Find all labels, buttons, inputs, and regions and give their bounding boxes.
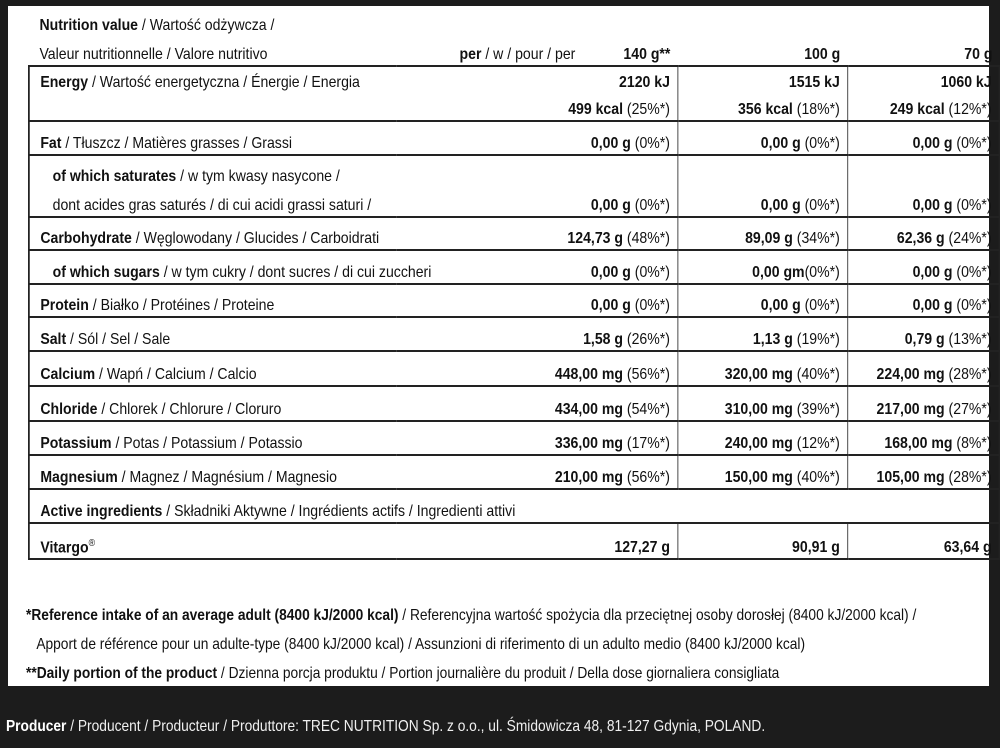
row-label-carbohydrate: Carbohydrate / Węglowodany / Glucides / Carboidrati	[29, 217, 397, 250]
table-row: Magnesium / Magnez / Magnésium / Magnesio 210,00 mg (56%*) 150,00 mg (40%*) 105,00 mg (28%*)	[29, 455, 1000, 489]
nutrition-panel	[8, 6, 993, 686]
table-header-row-1	[29, 16, 1000, 36]
table-row: dont acides gras saturés / di cui acidi grassi saturi / 0,00 g (0%*) 0,00 g (0%*) 0,00 g (0%*)	[29, 187, 1000, 217]
row-label-salt: Salt / Sól / Sel / Sale	[29, 317, 397, 351]
header-per: per / w / pour / per 140 g**	[459, 46, 671, 63]
table-row: Chloride / Chlorek / Chlorure / Cloruro 434,00 mg (54%*) 310,00 mg (39%*) 217,00 mg (27%*)	[29, 386, 1000, 421]
table-row: of which sugars / w tym cukry / dont sucres / di cui zuccheri 0,00 g (0%*) 0,00 gm(0%*) 0,00 g (0%*)	[29, 250, 1000, 284]
row-label-saturates: of which saturates / w tym kwasy nasycone /	[29, 155, 397, 187]
active-ingredients-header: Active ingredients / Składniki Aktywne / Ingrédients actifs / Ingredienti attivi	[29, 489, 1000, 523]
table-row	[29, 93, 1000, 121]
energy-kj-70: 1060 kJ	[847, 66, 999, 93]
row-label-protein: Protein / Białko / Protéines / Proteine	[29, 284, 397, 317]
footnote-reference-intake-line2: Apport de référence pour un adulte-type (8400 kJ/2000 kcal) / Assunzioni di riferimento di un adulto medio (8400 kJ/2000 kcal)	[36, 636, 806, 653]
table-row: Protein / Białko / Protéines / Proteine 0,00 g (0%*) 0,00 g (0%*) 0,00 g (0%*)	[29, 284, 1000, 317]
energy-kcal-70: 249 kcal (12%*)	[847, 93, 999, 121]
header-col-100g: 100 g	[804, 46, 841, 63]
row-label-energy: Energy / Wartość energetyczna / Énergie / Energia	[29, 66, 397, 93]
row-label-sugars: of which sugars / w tym cukry / dont sucres / di cui zuccheri	[29, 250, 397, 284]
row-label-potassium: Potassium / Potas / Potassium / Potassio	[29, 421, 397, 455]
table-row: Salt / Sól / Sel / Sale 1,58 g (26%*) 1,13 g (19%*) 0,79 g (13%*)	[29, 317, 1000, 351]
producer-text: Producer / Producent / Producteur / Produttore: TREC NUTRITION Sp. z o.o., ul. Śmidowicza 48, 81-127 Gdynia, POLAND.	[6, 718, 766, 735]
header-title: Nutrition value / Wartość odżywcza /	[39, 17, 275, 34]
header-col-140g: 140 g**	[623, 46, 671, 63]
table-row: Vitargo® 127,27 g 90,91 g 63,64 g	[29, 523, 1000, 559]
footnote-daily-portion: **Daily portion of the product / Dzienna porcja produktu / Portion journalière du produit / Della dose giornaliera consigliata	[26, 665, 780, 682]
energy-kcal-140: 499 kcal (25%*)	[397, 93, 678, 121]
energy-kcal-100: 356 kcal (18%*)	[677, 93, 847, 121]
row-label-calcium: Calcium / Wapń / Calcium / Calcio	[29, 351, 397, 386]
table-row: Fat / Tłuszcz / Matières grasses / Grassi 0,00 g (0%*) 0,00 g (0%*) 0,00 g (0%*)	[29, 121, 1000, 155]
table-header-row-2	[29, 36, 1000, 66]
row-label-fat: Fat / Tłuszcz / Matières grasses / Grassi	[29, 121, 397, 155]
table-row: Calcium / Wapń / Calcium / Calcio 448,00 mg (56%*) 320,00 mg (40%*) 224,00 mg (28%*)	[29, 351, 1000, 386]
table-row	[29, 489, 1000, 523]
table-row: Potassium / Potas / Potassium / Potassio 336,00 mg (17%*) 240,00 mg (12%*) 168,00 mg (8%*)	[29, 421, 1000, 455]
table-row: Carbohydrate / Węglowodany / Glucides / Carboidrati 124,73 g (48%*) 89,09 g (34%*) 62,36 g (24%*)	[29, 217, 1000, 250]
header-subtitle: Valeur nutritionnelle / Valore nutritivo	[39, 46, 268, 63]
footnote-reference-intake: *Reference intake of an average adult (8400 kJ/2000 kcal) / Referencyjna wartość spożycia dla przeciętnej osoby dorosłej (8400 kJ/2000 kcal) /	[26, 607, 917, 624]
producer-bar	[0, 716, 1000, 748]
row-label-chloride: Chloride / Chlorek / Chlorure / Cloruro	[29, 386, 397, 421]
energy-kj-140: 2120 kJ	[397, 66, 678, 93]
table-row	[29, 155, 1000, 187]
row-label-vitargo: Vitargo®	[29, 523, 397, 559]
nutrition-table	[28, 16, 1000, 560]
header-col-70g: 70 g	[964, 46, 993, 63]
footnotes	[26, 601, 972, 688]
row-label-magnesium: Magnesium / Magnez / Magnésium / Magnesio	[29, 455, 397, 489]
table-row	[29, 66, 1000, 93]
energy-kj-100: 1515 kJ	[677, 66, 847, 93]
